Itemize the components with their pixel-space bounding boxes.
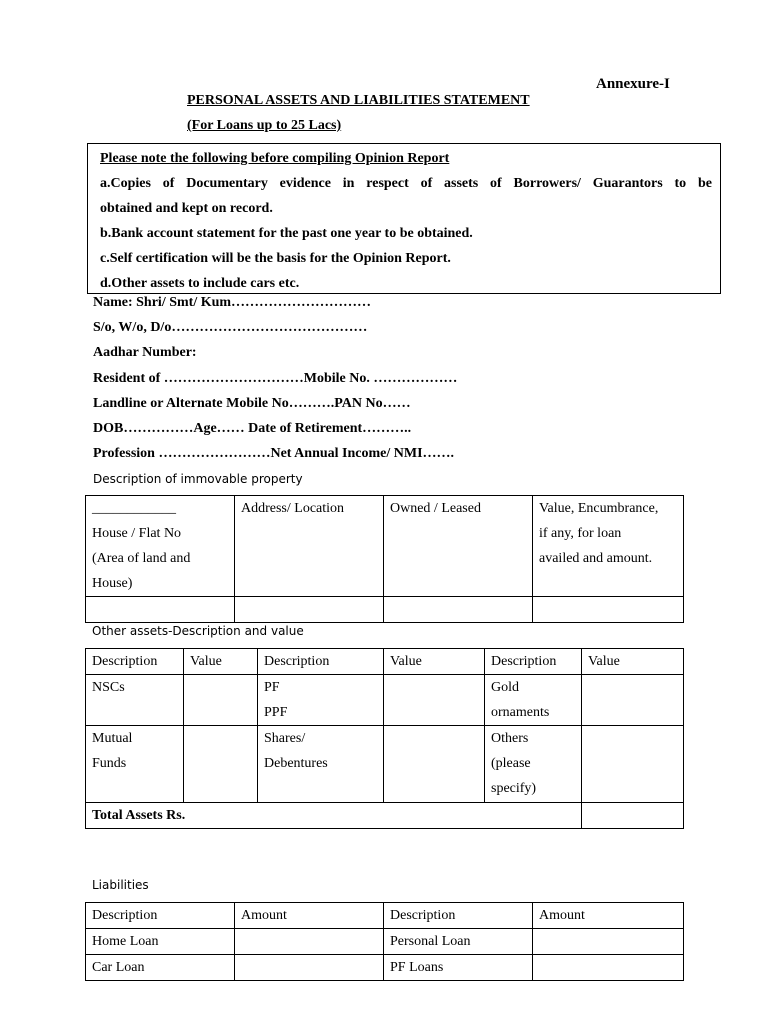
others-line2: (please	[491, 756, 531, 771]
gold-label: Gold	[491, 680, 519, 695]
instruction-a-line2: obtained and kept on record.	[100, 201, 273, 216]
immovable-property-table	[85, 495, 684, 623]
home-loan-label: Home Loan	[86, 929, 235, 955]
value-line1: Value, Encumbrance,	[539, 501, 659, 516]
liabilities-table	[85, 902, 684, 981]
liab-header-amount: Amount	[235, 903, 384, 929]
gold-value-cell[interactable]	[582, 675, 684, 726]
immovable-col1-header	[86, 496, 235, 597]
debentures-label: Debentures	[264, 756, 328, 771]
blank-line: ____________	[92, 501, 176, 516]
landline-pan-field[interactable]: Landline or Alternate Mobile No……….PAN No……	[93, 396, 411, 411]
aadhar-field[interactable]: Aadhar Number:	[93, 345, 197, 360]
house-label: House)	[92, 576, 133, 591]
header-value: Value	[582, 649, 684, 675]
pf-ppf-value-cell[interactable]	[384, 675, 485, 726]
mutual-funds-value-cell[interactable]	[184, 726, 258, 803]
liab-header-description: Description	[384, 903, 533, 929]
shares-debentures-label	[258, 726, 384, 803]
immovable-input-cell[interactable]	[86, 597, 235, 623]
liabilities-caption: Liabilities	[92, 878, 149, 892]
owned-leased-header: Owned / Leased	[384, 496, 533, 597]
car-loan-amount-cell[interactable]	[235, 955, 384, 981]
resident-mobile-field[interactable]: Resident of …………………………Mobile No. ………………	[93, 371, 458, 386]
immovable-input-cell[interactable]	[384, 597, 533, 623]
other-assets-caption: Other assets-Description and value	[92, 624, 304, 638]
pf-ppf-label	[258, 675, 384, 726]
shares-label: Shares/	[264, 731, 306, 746]
header-description: Description	[258, 649, 384, 675]
header-description: Description	[86, 649, 184, 675]
page-title: PERSONAL ASSETS AND LIABILITIES STATEMENT	[187, 93, 530, 108]
value-line3: availed and amount.	[539, 551, 653, 566]
header-value: Value	[184, 649, 258, 675]
instruction-b: b.Bank account statement for the past one year to be obtained.	[100, 226, 473, 241]
gold-ornaments-label	[485, 675, 582, 726]
header-value: Value	[384, 649, 485, 675]
total-assets-label: Total Assets Rs.	[86, 803, 582, 829]
others-label	[485, 726, 582, 803]
value-encumbrance-header	[533, 496, 684, 597]
house-flat-label: House / Flat No	[92, 526, 182, 541]
ornaments-label: ornaments	[491, 705, 550, 720]
personal-loan-amount-cell[interactable]	[533, 929, 684, 955]
others-line1: Others	[491, 731, 529, 746]
others-value-cell[interactable]	[582, 726, 684, 803]
mutual-label: Mutual	[92, 731, 133, 746]
immovable-caption: Description of immovable property	[93, 472, 303, 486]
funds-label: Funds	[92, 756, 127, 771]
instruction-d: d.Other assets to include cars etc.	[100, 276, 300, 291]
other-assets-table	[85, 648, 684, 829]
others-line3: specify)	[491, 781, 537, 796]
name-field[interactable]: Name: Shri/ Smt/ Kum…………………………	[93, 295, 372, 310]
car-loan-label: Car Loan	[86, 955, 235, 981]
profession-income-field[interactable]: Profession ……………………Net Annual Income/ NMI…….	[93, 446, 455, 461]
ppf-label: PPF	[264, 705, 288, 720]
liab-header-description: Description	[86, 903, 235, 929]
instructions-heading: Please note the following before compiling Opinion Report	[100, 151, 450, 166]
mutual-funds-label	[86, 726, 184, 803]
relation-field[interactable]: S/o, W/o, D/o……………………………………	[93, 320, 368, 335]
shares-value-cell[interactable]	[384, 726, 485, 803]
immovable-input-cell[interactable]	[235, 597, 384, 623]
personal-loan-label: Personal Loan	[384, 929, 533, 955]
instruction-c: c.Self certification will be the basis for the Opinion Report.	[100, 251, 451, 266]
liab-header-amount: Amount	[533, 903, 684, 929]
pf-label: PF	[264, 680, 280, 695]
pf-loans-label: PF Loans	[384, 955, 533, 981]
address-location-header: Address/ Location	[235, 496, 384, 597]
instruction-a-line1: a.Copies of Documentary evidence in respect of assets of Borrowers/ Guarantors to be	[100, 176, 712, 191]
total-assets-value-cell[interactable]	[582, 803, 684, 829]
nscs-label: NSCs	[86, 675, 184, 726]
home-loan-amount-cell[interactable]	[235, 929, 384, 955]
instructions-box	[87, 143, 721, 294]
page-subtitle: (For Loans up to 25 Lacs)	[187, 118, 342, 133]
area-label: (Area of land and	[92, 551, 191, 566]
annexure-label: Annexure-I	[596, 76, 670, 92]
immovable-input-cell[interactable]	[533, 597, 684, 623]
value-line2: if any, for loan	[539, 526, 622, 541]
nscs-value-cell[interactable]	[184, 675, 258, 726]
pf-loans-amount-cell[interactable]	[533, 955, 684, 981]
dob-age-retirement-field[interactable]: DOB……………Age…… Date of Retirement………..	[93, 421, 412, 436]
header-description: Description	[485, 649, 582, 675]
